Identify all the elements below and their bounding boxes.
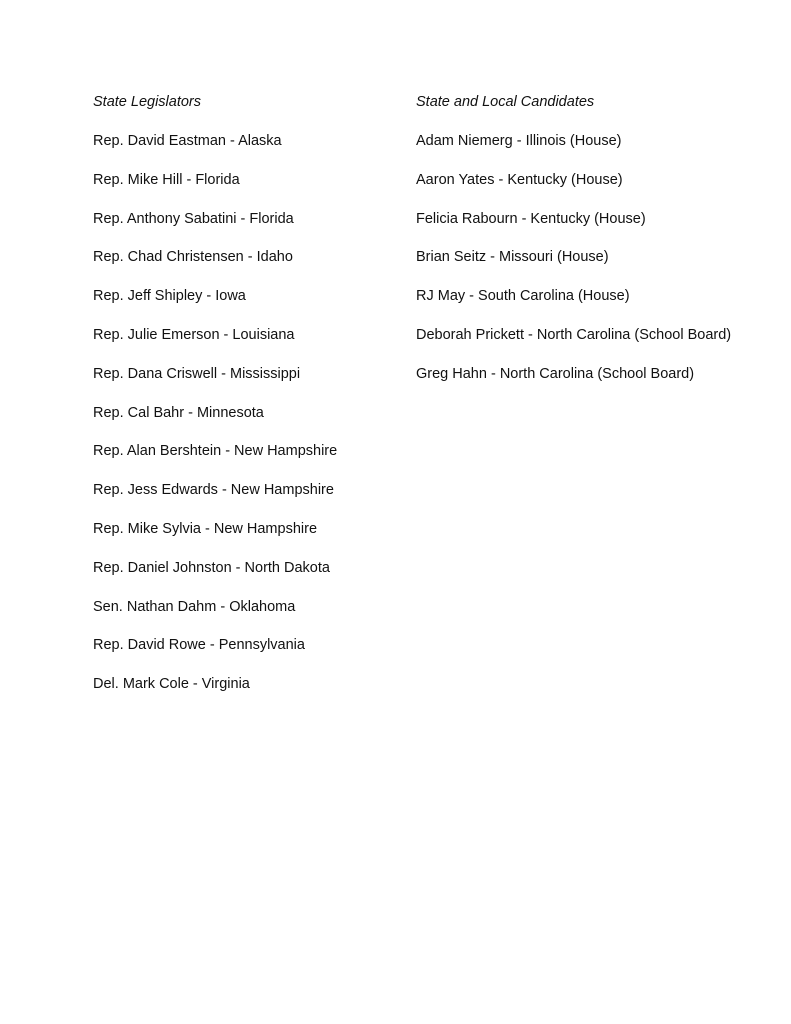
- candidate-entry: Aaron Yates - Kentucky (House): [416, 171, 623, 188]
- legislator-entry: Rep. Mike Hill - Florida: [93, 171, 240, 188]
- legislator-entry: Rep. Jeff Shipley - Iowa: [93, 288, 246, 305]
- candidate-entry: Adam Niemerg - Illinois (House): [416, 133, 622, 149]
- candidate-entry: Felicia Rabourn - Kentucky (House): [416, 210, 646, 227]
- candidate-entry: Deborah Prickett - North Carolina (School Board): [416, 326, 732, 343]
- legislator-entry: Rep. Mike Sylvia - New Hampshire: [93, 520, 318, 537]
- candidate-entry: RJ May - South Carolina (House): [416, 288, 630, 305]
- candidate-entry: Greg Hahn - North Carolina (School Board): [416, 365, 695, 382]
- legislator-entry: Rep. Chad Christensen - Idaho: [93, 249, 293, 266]
- legislator-entry: Rep. Anthony Sabatini - Florida: [93, 210, 294, 227]
- legislator-entry: Rep. David Eastman - Alaska: [93, 133, 282, 149]
- legislator-entry: Rep. David Rowe - Pennsylvania: [93, 637, 305, 654]
- state-legislators-column: [93, 92, 393, 713]
- candidate-entry: Brian Seitz - Missouri (House): [416, 249, 609, 266]
- legislator-entry: Rep. Cal Bahr - Minnesota: [93, 404, 264, 421]
- legislator-entry: Del. Mark Cole - Virginia: [93, 676, 250, 693]
- legislator-entry: Rep. Alan Bershtein - New Hampshire: [93, 443, 338, 460]
- state-legislators-heading: State Legislators: [93, 94, 202, 110]
- legislator-entry: Rep. Jess Edwards - New Hampshire: [93, 482, 334, 499]
- candidates-column: [416, 92, 776, 403]
- candidates-heading: State and Local Candidates: [416, 94, 595, 110]
- legislator-entry: Rep. Daniel Johnston - North Dakota: [93, 559, 330, 576]
- legislator-entry: Rep. Julie Emerson - Louisiana: [93, 326, 295, 343]
- legislator-entry: Sen. Nathan Dahm - Oklahoma: [93, 598, 296, 615]
- legislator-entry: Rep. Dana Criswell - Mississippi: [93, 365, 301, 382]
